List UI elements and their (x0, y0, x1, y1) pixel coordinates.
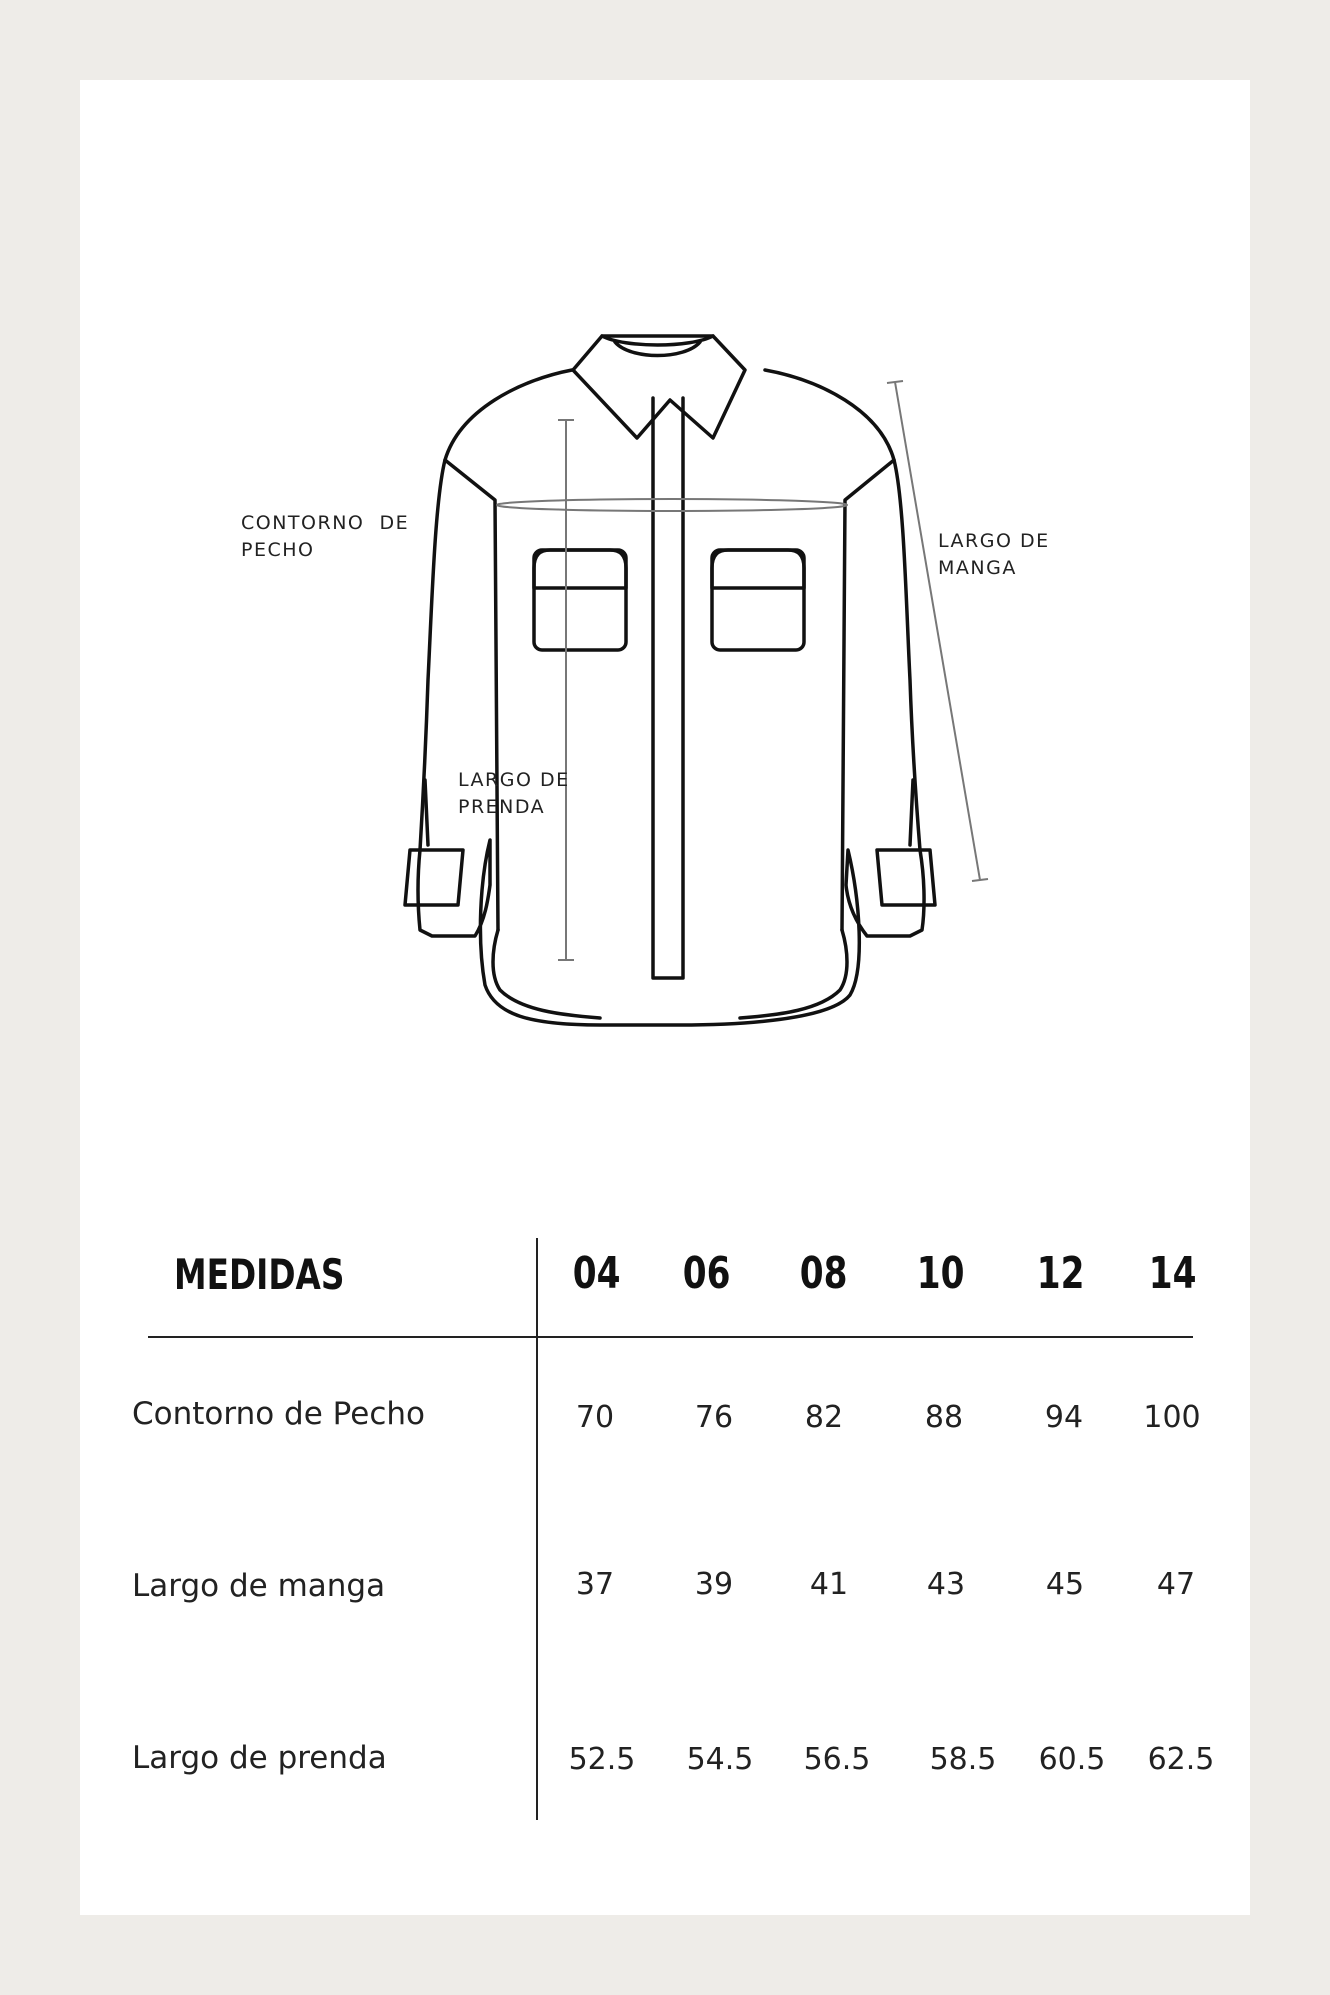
right-cuff-slit (910, 780, 913, 845)
length-label (458, 767, 570, 821)
chest-label (241, 510, 409, 564)
row-label-length: Largo de prenda (132, 1740, 387, 1776)
left-side-line (493, 930, 600, 1018)
size-header-04: 04 (573, 1248, 621, 1299)
right-cuff (877, 850, 935, 905)
left-pocket-flap (534, 550, 626, 588)
row-label-chest: Contorno de Pecho (132, 1396, 425, 1432)
collar (573, 336, 745, 438)
sleeve-label-line-2: MANGA (938, 557, 1017, 579)
shirt-illustration (80, 80, 1250, 1180)
left-pocket (534, 550, 626, 650)
shirt-body-outline (418, 370, 924, 1025)
length-label-line-1: LARGO DE (458, 769, 570, 791)
right-side-line (740, 930, 847, 1018)
size-header-14: 14 (1149, 1248, 1197, 1299)
left-cuff (405, 850, 463, 905)
table-cell: 76 (694, 1400, 734, 1435)
size-chart-card (80, 80, 1250, 1915)
table-cell: 100 (1143, 1400, 1201, 1435)
table-cell: 39 (694, 1567, 734, 1602)
table-title: MEDIDAS (174, 1250, 345, 1299)
table-cell: 88 (924, 1400, 964, 1435)
table-cell: 41 (809, 1567, 849, 1602)
sleeve-label-line-1: LARGO DE (938, 530, 1050, 552)
size-header-12: 12 (1037, 1248, 1085, 1299)
chest-measure-line (497, 499, 847, 511)
table-cell: 60.5 (1038, 1742, 1106, 1777)
row-label-sleeve: Largo de manga (132, 1568, 386, 1604)
table-cell: 56.5 (803, 1742, 871, 1777)
size-header-06: 06 (683, 1248, 731, 1299)
column-divider (536, 1238, 538, 1820)
table-cell: 58.5 (929, 1742, 997, 1777)
chest-label-line-2: PECHO (241, 539, 315, 561)
table-cell: 45 (1045, 1567, 1085, 1602)
table-cell: 37 (575, 1567, 615, 1602)
right-pocket (712, 550, 804, 650)
placket (653, 398, 683, 978)
header-divider (148, 1336, 1193, 1338)
table-cell: 82 (804, 1400, 844, 1435)
table-cell: 52.5 (568, 1742, 636, 1777)
right-pocket-flap (712, 550, 804, 588)
table-cell: 47 (1156, 1567, 1196, 1602)
table-cell: 94 (1044, 1400, 1084, 1435)
table-cell: 70 (575, 1400, 615, 1435)
chest-label-line-1: CONTORNO DE (241, 512, 410, 534)
table-cell: 54.5 (686, 1742, 754, 1777)
length-label-line-2: PRENDA (458, 796, 546, 818)
table-cell: 62.5 (1147, 1742, 1215, 1777)
size-header-10: 10 (917, 1248, 965, 1299)
size-header-08: 08 (800, 1248, 848, 1299)
left-cuff-slit (425, 780, 428, 845)
sleeve-label (938, 528, 1050, 582)
table-cell: 43 (926, 1567, 966, 1602)
shirt-diagram (80, 80, 1250, 1180)
